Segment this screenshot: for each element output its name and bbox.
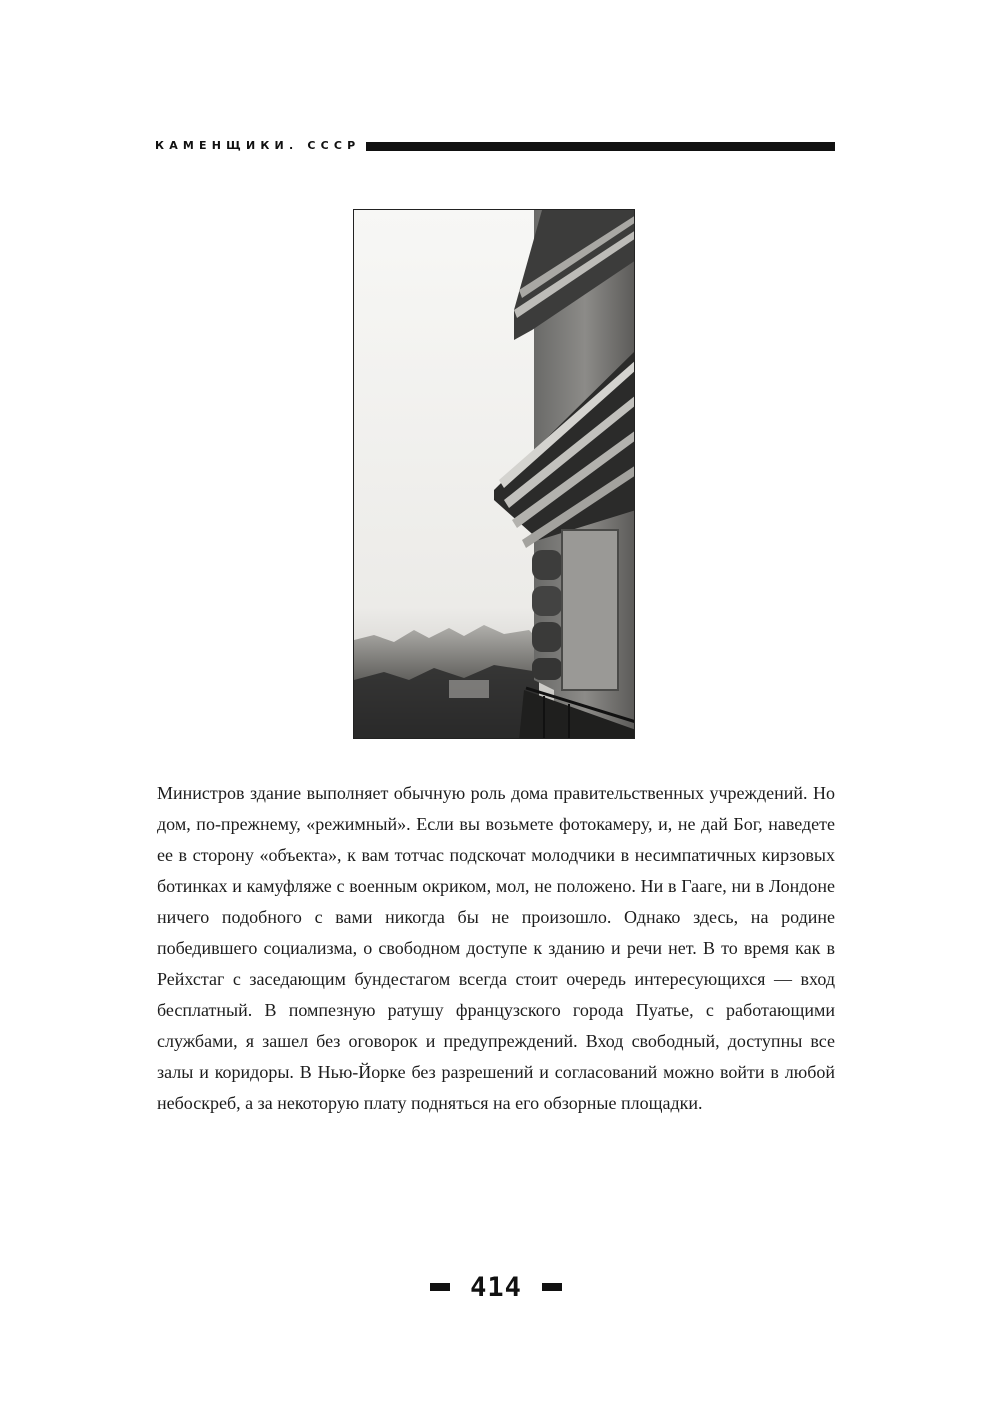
folio-dash-right	[542, 1283, 562, 1291]
running-head-title: КАМЕНЩИКИ. СССР	[155, 139, 361, 152]
building-facade-photo	[353, 209, 635, 739]
folio-dash-left	[430, 1283, 450, 1291]
header-rule	[366, 142, 835, 151]
photo-illustration	[354, 210, 635, 739]
running-header	[155, 138, 835, 154]
body-paragraph: Министров здание выполняет обычную роль дома правительственных учреждений. Но дом, по-прежнему, «режимный». Если вы возьмете фотокамеру, и, не дай Бог, наведете ее в сторону «объекта», к вам тотчас подскочат молодчики в несимпатичных кирзовых ботинках и камуфляже с военным окриком, мол, не положено. Ни в Гааге, ни в Лондоне ничего подобного с вами никогда бы не произошло. Однако здесь, на родине победившего социализма, о свободном доступе к зданию и речи нет. В то время как в Рейхстаг с заседающим бундестагом всегда стоит очередь интересующихся — вход бесплатный. В помпезную ратушу французского города Пуатье, с работающими службами, я зашел без оговорок и предупреждений. Вход свободный, доступны все залы и коридоры. В Нью-Йорке без разрешений и согласований можно войти в любой небоскреб, а за некоторую плату подняться на его обзорные площадки.	[157, 783, 835, 1113]
page-number: 414	[470, 1271, 522, 1303]
page-footer	[0, 1270, 992, 1304]
